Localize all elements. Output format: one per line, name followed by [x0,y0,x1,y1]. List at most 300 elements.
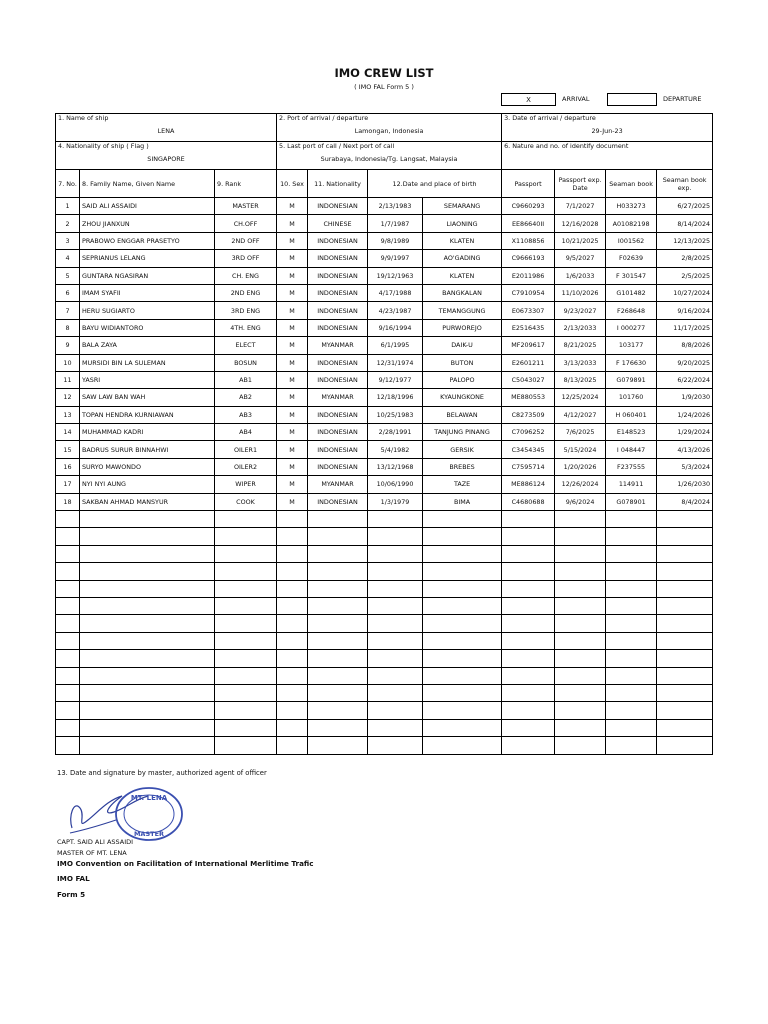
table-row [56,371,713,388]
ship-name-label: 1. Name of ship [58,114,109,122]
empty-cell [606,545,657,562]
col-birth: 12.Date and place of birth [368,170,502,198]
footer-fal: IMO FAL [57,874,90,883]
crew-sex-cell: M [277,406,308,423]
crew-sex-cell: M [277,354,308,371]
page-title: IMO CREW LIST [334,66,434,80]
empty-cell [657,511,713,528]
empty-cell [368,563,423,580]
crew-passport-cell: X1108856 [502,232,555,249]
crew-pob-cell: PALOPO [423,371,502,388]
empty-cell [423,702,502,719]
crew-pob-cell: BELAWAN [423,406,502,423]
crew-bexp-cell: 1/26/2030 [657,476,713,493]
col-name: 8. Family Name, Given Name [80,170,215,198]
stamp-bottom-text: MASTER [133,830,165,838]
crew-passport-cell: E2516435 [502,319,555,336]
empty-cell [606,580,657,597]
port-label: 2. Port of arrival / departure [279,114,369,122]
crew-dob-cell: 1/3/1979 [368,493,423,510]
empty-cell [606,737,657,754]
crew-pexp-cell: 5/15/2024 [555,441,606,458]
crew-sex-cell: M [277,319,308,336]
crew-rank-cell: OILER1 [215,441,277,458]
crew-bexp-cell: 8/14/2024 [657,215,713,232]
crew-dob-cell: 6/1/1995 [368,337,423,354]
crew-passport-cell: C3454345 [502,441,555,458]
crew-passport-cell: C7096252 [502,424,555,441]
stamp-top-text: MT. LENA [130,794,168,802]
last-port-label: 5. Last port of call / Next port of call [279,142,395,150]
empty-cell [56,684,80,701]
empty-table-row [56,667,713,684]
empty-cell [215,511,277,528]
empty-cell [657,528,713,545]
empty-cell [215,632,277,649]
empty-cell [502,702,555,719]
empty-cell [555,702,606,719]
empty-cell [657,667,713,684]
empty-table-row [56,580,713,597]
crew-dob-cell: 1/7/1987 [368,215,423,232]
empty-cell [555,597,606,614]
empty-cell [277,650,308,667]
empty-cell [215,615,277,632]
crew-nat-cell: INDONESIAN [308,406,368,423]
crew-no-cell: 15 [56,441,80,458]
empty-cell [555,528,606,545]
empty-cell [368,511,423,528]
crew-nat-cell: INDONESIAN [308,284,368,301]
crew-name-cell: GUNTARA NGASIRAN [80,267,215,284]
crew-bexp-cell: 1/9/2030 [657,389,713,406]
empty-cell [56,615,80,632]
crew-dob-cell: 19/12/1963 [368,267,423,284]
empty-cell [606,597,657,614]
empty-table-row [56,737,713,754]
empty-cell [215,667,277,684]
crew-bexp-cell: 1/29/2024 [657,424,713,441]
empty-cell [215,650,277,667]
crew-book-cell: F237555 [606,458,657,475]
crew-rank-cell: 3RD ENG [215,302,277,319]
crew-pexp-cell: 9/5/2027 [555,250,606,267]
empty-cell [657,580,713,597]
empty-cell [423,511,502,528]
form-subtitle: ( IMO FAL Form 5 ) [354,83,414,91]
crew-no-cell: 7 [56,302,80,319]
crew-bexp-cell: 6/27/2025 [657,198,713,215]
empty-cell [606,650,657,667]
col-no: 7. No. [56,170,80,198]
crew-dob-cell: 9/16/1994 [368,319,423,336]
empty-cell [555,650,606,667]
crew-book-cell: 101760 [606,389,657,406]
crew-sex-cell: M [277,215,308,232]
empty-cell [80,545,215,562]
crew-pob-cell: LIAONING [423,215,502,232]
empty-cell [308,684,368,701]
table-row [56,476,713,493]
signature-label: 13. Date and signature by master, authorized agent of officer [57,769,267,777]
empty-cell [80,615,215,632]
crew-no-cell: 18 [56,493,80,510]
crew-book-cell: F 176630 [606,354,657,371]
crew-no-cell: 12 [56,389,80,406]
crew-nat-cell: INDONESIAN [308,319,368,336]
crew-rank-cell: AB1 [215,371,277,388]
crew-pob-cell: SEMARANG [423,198,502,215]
crew-rank-cell: 2ND OFF [215,232,277,249]
crew-book-cell: G079891 [606,371,657,388]
crew-dob-cell: 9/9/1997 [368,250,423,267]
empty-cell [308,511,368,528]
empty-cell [423,632,502,649]
crew-dob-cell: 4/17/1988 [368,284,423,301]
crew-pob-cell: BIMA [423,493,502,510]
crew-name-cell: SURYO MAWONDO [80,458,215,475]
empty-table-row [56,650,713,667]
crew-nat-cell: INDONESIAN [308,493,368,510]
crew-pob-cell: KLATEN [423,267,502,284]
ship-name-cell [56,114,277,142]
empty-cell [56,528,80,545]
empty-cell [606,702,657,719]
col-rank: 9. Rank [215,170,277,198]
empty-cell [56,563,80,580]
empty-cell [277,632,308,649]
crew-nat-cell: INDONESIAN [308,424,368,441]
empty-table-row [56,528,713,545]
crew-passport-cell: C8273509 [502,406,555,423]
crew-book-cell: G101482 [606,284,657,301]
crew-sex-cell: M [277,371,308,388]
empty-cell [555,563,606,580]
crew-bexp-cell: 8/4/2024 [657,493,713,510]
crew-pob-cell: TEMANGGUNG [423,302,502,319]
empty-cell [502,667,555,684]
crew-book-cell: E148523 [606,424,657,441]
empty-cell [606,667,657,684]
empty-cell [502,615,555,632]
crew-book-cell: H033273 [606,198,657,215]
empty-table-row [56,511,713,528]
empty-cell [56,650,80,667]
empty-cell [423,667,502,684]
crew-dob-cell: 10/25/1983 [368,406,423,423]
empty-cell [502,737,555,754]
crew-list-table [55,113,713,755]
crew-pexp-cell: 9/23/2027 [555,302,606,319]
crew-pob-cell: TAZE [423,476,502,493]
empty-cell [56,632,80,649]
table-row [56,354,713,371]
crew-bexp-cell: 9/20/2025 [657,354,713,371]
empty-cell [502,684,555,701]
empty-cell [215,684,277,701]
crew-bexp-cell: 1/24/2026 [657,406,713,423]
crew-pexp-cell: 1/6/2033 [555,267,606,284]
empty-cell [423,545,502,562]
ship-name-value: LENA [157,127,175,135]
empty-cell [277,545,308,562]
footer-form: Form 5 [57,890,86,899]
empty-cell [423,528,502,545]
crew-no-cell: 2 [56,215,80,232]
crew-rank-cell: AB2 [215,389,277,406]
crew-rank-cell: AB3 [215,406,277,423]
crew-nat-cell: INDONESIAN [308,302,368,319]
crew-no-cell: 3 [56,232,80,249]
empty-cell [308,719,368,736]
empty-cell [308,597,368,614]
crew-name-cell: BADRUS SURUR BINNAHWI [80,441,215,458]
crew-name-cell: BAYU WIDIANTORO [80,319,215,336]
empty-cell [80,597,215,614]
footer-convention: IMO Convention on Facilitation of International Merlitime Trafic [57,859,314,868]
crew-rank-cell: MASTER [215,198,277,215]
crew-bexp-cell: 6/22/2024 [657,371,713,388]
crew-pob-cell: BANGKALAN [423,284,502,301]
crew-nat-cell: INDONESIAN [308,458,368,475]
crew-passport-cell: ME886124 [502,476,555,493]
crew-nat-cell: INDONESIAN [308,371,368,388]
crew-rank-cell: 3RD OFF [215,250,277,267]
crew-dob-cell: 10/06/1990 [368,476,423,493]
crew-book-cell: G078901 [606,493,657,510]
empty-cell [502,650,555,667]
crew-nat-cell: MYANMAR [308,476,368,493]
crew-nat-cell: INDONESIAN [308,354,368,371]
crew-nat-cell: INDONESIAN [308,441,368,458]
empty-cell [368,615,423,632]
empty-cell [368,667,423,684]
empty-cell [308,545,368,562]
empty-cell [555,719,606,736]
crew-passport-cell: C5043027 [502,371,555,388]
crew-name-cell: BALA ZAYA [80,337,215,354]
table-row [56,458,713,475]
nationality-value: SINGAPORE [147,155,185,163]
crew-book-cell: I 048447 [606,441,657,458]
crew-no-cell: 4 [56,250,80,267]
empty-cell [308,737,368,754]
empty-table-row [56,563,713,580]
empty-cell [56,545,80,562]
table-row [56,267,713,284]
crew-rank-cell: AB4 [215,424,277,441]
empty-cell [368,719,423,736]
crew-passport-cell: C9660293 [502,198,555,215]
crew-pexp-cell: 9/6/2024 [555,493,606,510]
empty-cell [80,650,215,667]
empty-cell [423,719,502,736]
empty-cell [80,563,215,580]
crew-passport-cell: ME880553 [502,389,555,406]
crew-sex-cell: M [277,250,308,267]
empty-cell [555,632,606,649]
crew-rank-cell: WIPER [215,476,277,493]
empty-cell [657,632,713,649]
date-label: 3. Date of arrival / departure [504,114,596,122]
empty-cell [606,684,657,701]
empty-cell [80,702,215,719]
crew-pexp-cell: 10/21/2025 [555,232,606,249]
empty-cell [308,702,368,719]
table-row [56,493,713,510]
ship-stamp [113,786,185,842]
empty-cell [277,528,308,545]
crew-book-cell: F268648 [606,302,657,319]
crew-dob-cell: 2/13/1983 [368,198,423,215]
crew-pob-cell: TANJUNG PINANG [423,424,502,441]
table-row [56,215,713,232]
empty-cell [80,632,215,649]
crew-pexp-cell: 12/25/2024 [555,389,606,406]
crew-bexp-cell: 4/13/2026 [657,441,713,458]
empty-cell [555,511,606,528]
crew-pexp-cell: 3/13/2033 [555,354,606,371]
crew-rank-cell: COOK [215,493,277,510]
empty-cell [277,702,308,719]
crew-rank-cell: CH.OFF [215,215,277,232]
empty-cell [368,580,423,597]
empty-cell [308,632,368,649]
crew-passport-cell: EE86640II [502,215,555,232]
crew-no-cell: 11 [56,371,80,388]
empty-cell [368,684,423,701]
crew-no-cell: 16 [56,458,80,475]
empty-cell [215,719,277,736]
crew-name-cell: NYI NYI AUNG [80,476,215,493]
crew-bexp-cell: 5/3/2024 [657,458,713,475]
crew-dob-cell: 12/18/1996 [368,389,423,406]
ship-info-row-1 [56,114,713,142]
crew-no-cell: 14 [56,424,80,441]
crew-rank-cell: BOSUN [215,354,277,371]
crew-name-cell: HERU SUGIARTO [80,302,215,319]
empty-cell [368,702,423,719]
departure-checkbox[interactable] [607,93,657,106]
empty-cell [555,580,606,597]
ship-info-row-2 [56,142,713,170]
empty-cell [277,511,308,528]
empty-cell [80,667,215,684]
empty-cell [423,737,502,754]
empty-cell [555,545,606,562]
empty-cell [606,563,657,580]
crew-no-cell: 9 [56,337,80,354]
empty-cell [308,667,368,684]
empty-cell [657,737,713,754]
last-port-value: Surabaya, Indonesia/Tg. Langsat, Malaysia [320,155,458,163]
empty-cell [215,597,277,614]
empty-cell [657,597,713,614]
crew-name-cell: MUHAMMAD KADRI [80,424,215,441]
crew-passport-cell: C7595714 [502,458,555,475]
empty-cell [308,563,368,580]
crew-name-cell: PRABOWO ENGGAR PRASETYO [80,232,215,249]
arrival-label: ARRIVAL [562,95,590,103]
empty-cell [606,615,657,632]
crew-book-cell: I 000277 [606,319,657,336]
table-row [56,441,713,458]
crew-pob-cell: PURWOREJO [423,319,502,336]
crew-pob-cell: BREBES [423,458,502,475]
empty-cell [277,667,308,684]
empty-cell [502,580,555,597]
empty-cell [502,511,555,528]
crew-bexp-cell: 9/16/2024 [657,302,713,319]
crew-nat-cell: MYANMAR [308,389,368,406]
empty-cell [56,597,80,614]
empty-cell [215,580,277,597]
crew-rank-cell: CH. ENG [215,267,277,284]
empty-cell [502,563,555,580]
crew-passport-cell: E2011986 [502,267,555,284]
empty-cell [56,511,80,528]
crew-book-cell: H 060401 [606,406,657,423]
captain-title: MASTER OF MT. LENA [57,849,127,857]
crew-pob-cell: KLATEN [423,232,502,249]
table-row [56,424,713,441]
crew-pob-cell: GERSIK [423,441,502,458]
departure-label: DEPARTURE [663,95,702,103]
empty-cell [368,545,423,562]
empty-cell [368,737,423,754]
empty-cell [555,737,606,754]
empty-table-row [56,545,713,562]
crew-passport-cell: C7910954 [502,284,555,301]
col-sex: 10. Sex [277,170,308,198]
empty-table-row [56,702,713,719]
table-row [56,284,713,301]
empty-cell [56,737,80,754]
empty-cell [368,650,423,667]
crew-dob-cell: 12/31/1974 [368,354,423,371]
empty-cell [368,597,423,614]
crew-passport-cell: C4680688 [502,493,555,510]
empty-cell [215,545,277,562]
empty-cell [606,719,657,736]
crew-nat-cell: INDONESIAN [308,250,368,267]
crew-name-cell: SAKBAN AHMAD MANSYUR [80,493,215,510]
crew-passport-cell: E0673307 [502,302,555,319]
crew-name-cell: YASRI [80,371,215,388]
crew-sex-cell: M [277,476,308,493]
crew-name-cell: MURSIDI BIN LA SULEMAN [80,354,215,371]
empty-table-row [56,615,713,632]
crew-book-cell: 114911 [606,476,657,493]
nature-label: 6. Nature and no. of identify document [504,142,629,150]
crew-pexp-cell: 8/21/2025 [555,337,606,354]
crew-name-cell: SEPRIANUS LELANG [80,250,215,267]
crew-sex-cell: M [277,493,308,510]
crew-pob-cell: DAIK-U [423,337,502,354]
empty-cell [423,563,502,580]
empty-cell [215,702,277,719]
arrival-checkbox[interactable]: X [501,93,556,106]
col-passport-exp: Passport exp. Date [555,170,606,198]
crew-pexp-cell: 1/20/2026 [555,458,606,475]
column-header-row [56,170,713,198]
empty-cell [80,528,215,545]
crew-rank-cell: ELECT [215,337,277,354]
crew-no-cell: 13 [56,406,80,423]
crew-pexp-cell: 11/10/2026 [555,284,606,301]
crew-no-cell: 6 [56,284,80,301]
crew-no-cell: 17 [56,476,80,493]
